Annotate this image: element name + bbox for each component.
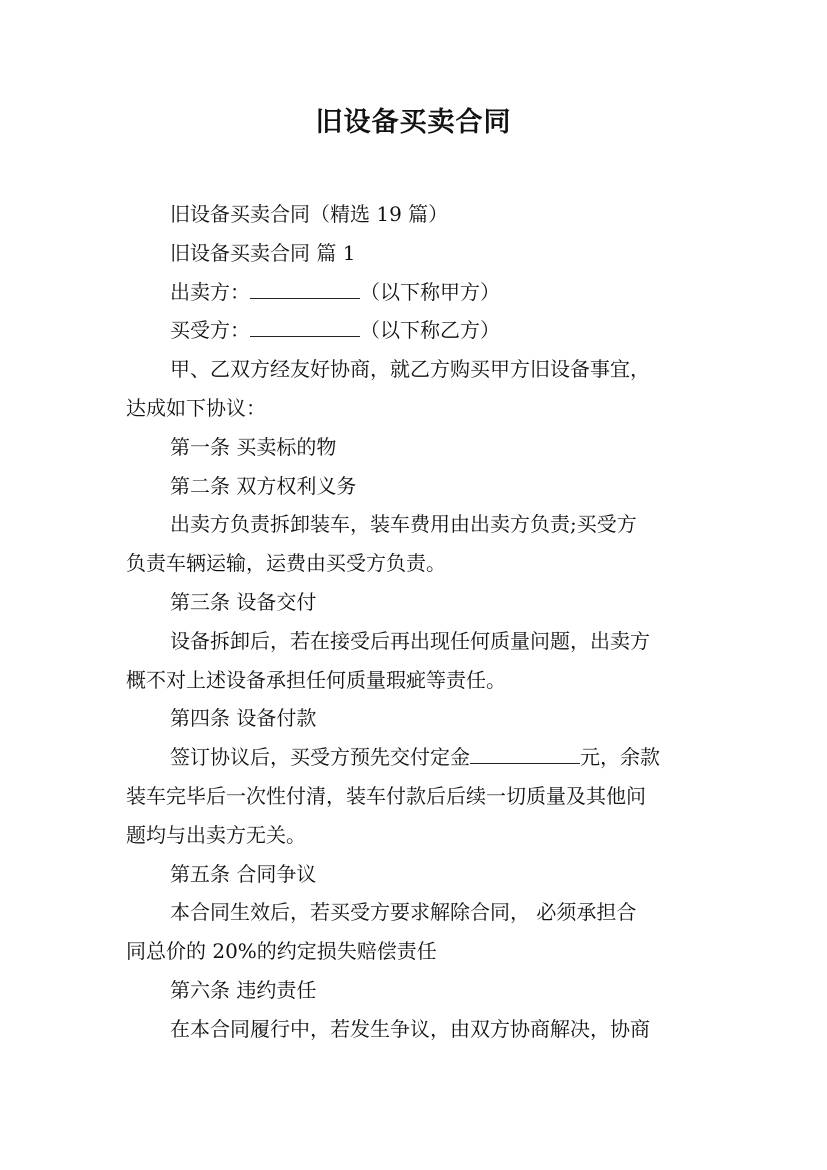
article-6-line-1: 在本合同履行中，若发生争议，由双方协商解决，协商 [170,1016,650,1041]
intro-line-2: 达成如下协议： [126,395,266,420]
article-4-line-3: 题均与出卖方无关。 [126,822,306,847]
article-5-title: 第五条 合同争议 [170,861,317,886]
intro-line-1: 甲、乙双方经友好协商，就乙方购买甲方旧设备事宜， [170,357,650,382]
buyer-line [126,311,706,350]
section-heading: 旧设备买卖合同 篇 1 [170,240,356,265]
buyer-label: 买受方： [170,318,250,343]
article-1-title: 第一条 买卖标的物 [170,434,337,459]
article-4-line-2: 装车完毕后一次性付清，装车付款后后续一切质量及其他问 [126,783,646,808]
article-6-title: 第六条 违约责任 [170,977,317,1002]
deposit-blank[interactable] [470,743,580,764]
deposit-suffix: 元，余款 [580,745,660,770]
seller-line [126,273,706,312]
document-body [126,195,706,1049]
buyer-blank[interactable] [250,316,360,337]
document-title: 旧设备买卖合同 [315,107,512,138]
subtitle: 旧设备买卖合同（精选 19 篇） [170,202,449,226]
article-5-line-2: 同总价的 20%的约定损失赔偿责任 [126,939,437,964]
article-3-title: 第三条 设备交付 [170,589,317,614]
article-2-line-2: 负责车辆运输，运费由买受方负责。 [126,551,446,576]
buyer-suffix: （以下称乙方） [360,318,500,343]
seller-label: 出卖方： [170,279,250,304]
article-3-line-2: 概不对上述设备承担任何质量瑕疵等责任。 [126,667,506,692]
article-3-line-1: 设备拆卸后，若在接受后再出现任何质量问题，出卖方 [170,628,650,653]
deposit-text: 签订协议后，买受方预先交付定金 [170,745,470,770]
article-5-line-1: 本合同生效后，若买受方要求解除合同， 必须承担合 [170,900,637,925]
article-2-line-1: 出卖方负责拆卸装车，装车费用由出卖方负责;买受方 [170,512,637,537]
article-2-title: 第二条 双方权利义务 [170,473,357,498]
article-4-title: 第四条 设备付款 [170,706,317,731]
seller-suffix: （以下称甲方） [360,279,500,304]
article-4-line-1 [126,738,706,777]
seller-blank[interactable] [250,278,360,299]
